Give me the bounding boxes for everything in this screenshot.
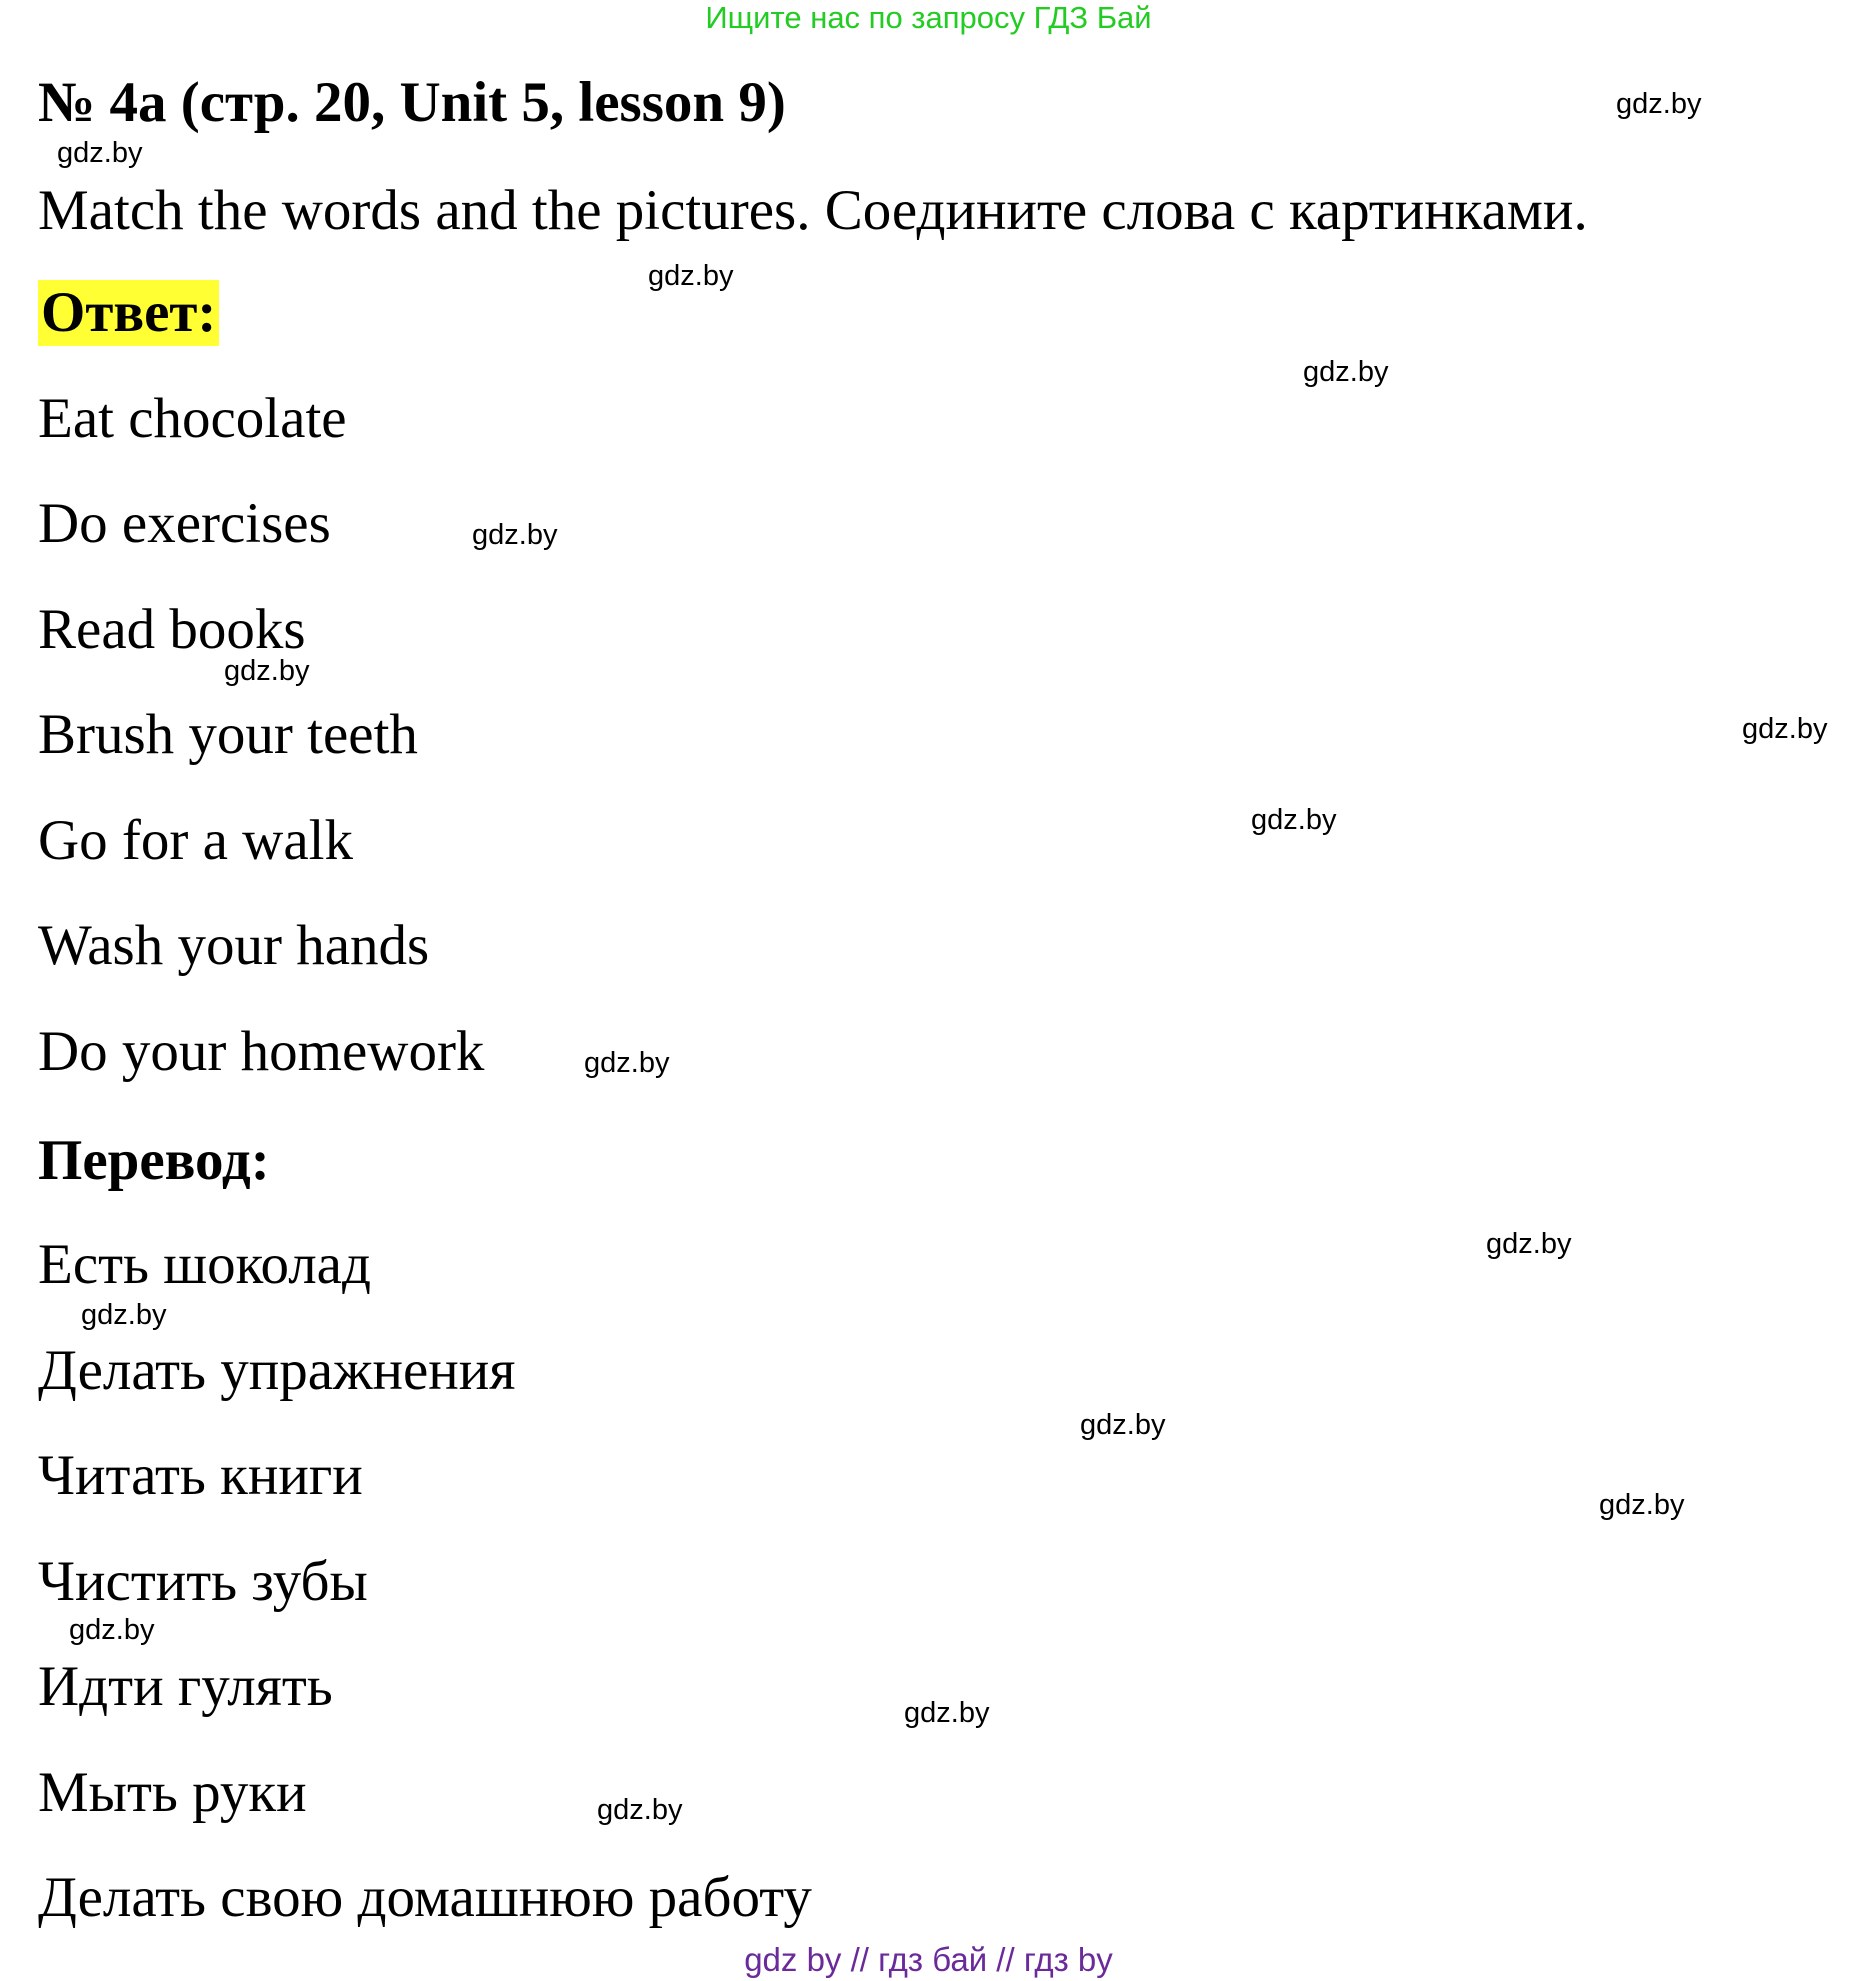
answer-label: Ответ: xyxy=(38,280,219,346)
watermark: gdz.by xyxy=(904,1697,990,1729)
answer-item-5: Go for a walk xyxy=(38,809,353,872)
watermark: gdz.by xyxy=(69,1614,155,1646)
translation-label: Перевод: xyxy=(38,1129,270,1192)
watermark: gdz.by xyxy=(1742,713,1828,745)
translation-item-1: Есть шоколад xyxy=(38,1233,371,1296)
translation-item-2: Делать упражнения xyxy=(38,1339,516,1402)
translation-item-5: Идти гулять xyxy=(38,1655,333,1718)
watermark: gdz.by xyxy=(1616,88,1702,120)
translation-item-7: Делать свою домашнюю работу xyxy=(38,1866,812,1929)
watermark: gdz.by xyxy=(584,1047,670,1079)
watermark: gdz.by xyxy=(57,137,143,169)
watermark: gdz.by xyxy=(472,519,558,551)
translation-item-4: Чистить зубы xyxy=(38,1550,368,1613)
footer-links[interactable]: gdz by // гдз бай // гдз by xyxy=(744,1941,1113,1978)
exercise-title: № 4a (стр. 20, Unit 5, lesson 9) xyxy=(38,71,786,134)
watermark: gdz.by xyxy=(1303,356,1389,388)
exercise-instruction: Match the words and the pictures. Соедините слова с картинками. xyxy=(38,179,1588,242)
translation-item-6: Мыть руки xyxy=(38,1761,307,1824)
answer-item-6: Wash your hands xyxy=(38,914,430,977)
watermark: gdz.by xyxy=(648,260,734,292)
answer-item-3: Read books xyxy=(38,598,306,661)
watermark: gdz.by xyxy=(597,1794,683,1826)
watermark: gdz.by xyxy=(1486,1228,1572,1260)
translation-item-3: Читать книги xyxy=(38,1444,363,1507)
watermark: gdz.by xyxy=(1599,1489,1685,1521)
watermark: gdz.by xyxy=(1080,1409,1166,1441)
search-banner[interactable]: Ищите нас по запросу ГДЗ Бай xyxy=(705,0,1152,35)
watermark: gdz.by xyxy=(224,655,310,687)
answer-item-4: Brush your teeth xyxy=(38,703,418,766)
answer-item-1: Eat chocolate xyxy=(38,387,347,450)
answer-item-2: Do exercises xyxy=(38,492,331,555)
watermark: gdz.by xyxy=(1251,804,1337,836)
watermark: gdz.by xyxy=(81,1299,167,1331)
answer-item-7: Do your homework xyxy=(38,1020,485,1083)
